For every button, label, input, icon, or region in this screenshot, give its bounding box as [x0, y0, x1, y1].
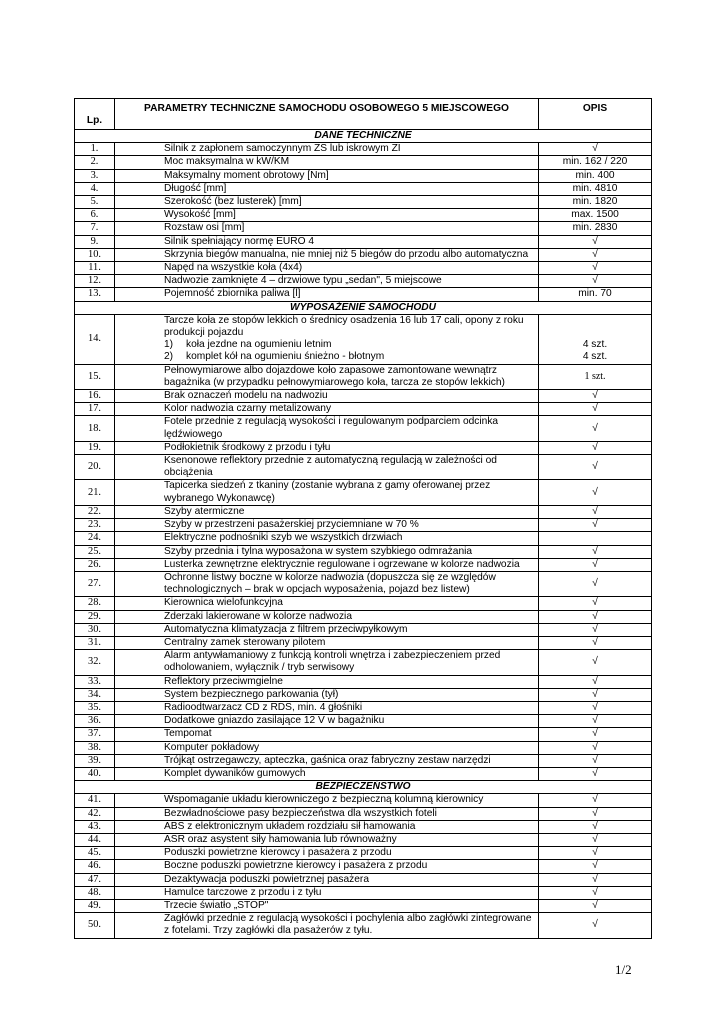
table-row [75, 505, 652, 518]
page-number: 1/2 [615, 962, 632, 977]
row-value-text: √ [592, 899, 598, 911]
table-row [75, 913, 652, 938]
row-value [539, 571, 652, 596]
row-value [539, 741, 652, 754]
row-description: Szyby w przestrzeni pasażerskiej przyciemniane w 70 % [115, 519, 539, 532]
row-number: 32. [75, 650, 115, 675]
row-value-text: √ [592, 461, 598, 473]
row-description: Ochronne listwy boczne w kolorze nadwozia (dopuszcza się ze względów technologicznych – brak w opcjach wyposażenia, pojazd bez listew) [115, 571, 539, 596]
row-value [539, 545, 652, 558]
row-number: 33. [75, 675, 115, 688]
table-row [75, 675, 652, 688]
sub-item [164, 339, 535, 351]
row-value-text: √ [592, 545, 598, 557]
row-number: 5. [75, 196, 115, 209]
row-value [539, 143, 652, 156]
table-row [75, 235, 652, 248]
table-row [75, 222, 652, 235]
header-opis: OPIS [539, 99, 652, 130]
row-value-text: √ [592, 688, 598, 700]
row-description: Bezwładnościowe pasy bezpieczeństwa dla wszystkich foteli [115, 807, 539, 820]
table-row [75, 636, 652, 649]
row-number: 31. [75, 636, 115, 649]
row-value [539, 636, 652, 649]
header-lp: Lp. [75, 99, 115, 130]
row-value-text: √ [592, 262, 598, 274]
row-description: Centralny zamek sterowany pilotem [115, 636, 539, 649]
row-description: Szyby atermiczne [115, 505, 539, 518]
sub-item-value: 4 szt. [582, 351, 608, 363]
row-number: 11. [75, 262, 115, 275]
row-value-text: √ [592, 820, 598, 832]
row-value-text: √ [592, 441, 598, 453]
row-value-text: max. 1500 [571, 209, 619, 221]
table-row [75, 860, 652, 873]
row-description: Komputer pokładowy [115, 741, 539, 754]
row-number: 6. [75, 209, 115, 222]
table-row [75, 288, 652, 301]
row-number: 17. [75, 403, 115, 416]
table-body [75, 130, 652, 939]
row-value-text: √ [592, 390, 598, 402]
row-number: 3. [75, 169, 115, 182]
row-value [539, 860, 652, 873]
row-number: 27. [75, 571, 115, 596]
row-value-text: √ [592, 886, 598, 898]
table-row [75, 886, 652, 899]
row-value [539, 182, 652, 195]
sub-item-value: 4 szt. [582, 339, 608, 351]
row-number: 36. [75, 715, 115, 728]
table-row [75, 571, 652, 596]
row-description: Hamulce tarczowe z przodu i z tyłu [115, 886, 539, 899]
row-value [539, 715, 652, 728]
table-row [75, 314, 652, 364]
row-description: ABS z elektronicznym układem rozdziału sił hamowania [115, 820, 539, 833]
row-number: 21. [75, 480, 115, 505]
row-description: Podłokietnik środkowy z przodu i tyłu [115, 441, 539, 454]
sub-item-number: 1) [164, 339, 174, 351]
row-value [539, 235, 652, 248]
table-row [75, 209, 652, 222]
row-number: 46. [75, 860, 115, 873]
table-row [75, 558, 652, 571]
row-number: 14. [75, 314, 115, 364]
row-number: 22. [75, 505, 115, 518]
table-row [75, 262, 652, 275]
table-row [75, 807, 652, 820]
row-description: Zderzaki lakierowane w kolorze nadwozia [115, 610, 539, 623]
row-value-text: √ [592, 833, 598, 845]
table-row [75, 754, 652, 767]
row-value-text: √ [592, 403, 598, 415]
row-description: Lusterka zewnętrzne elektrycznie regulowane i ogrzewane w kolorze nadwozia [115, 558, 539, 571]
row-description: Poduszki powietrzne kierowcy i pasażera z przodu [115, 847, 539, 860]
row-value [539, 222, 652, 235]
row-value [539, 196, 652, 209]
row-value [539, 288, 652, 301]
row-value-text: min. 1820 [572, 196, 618, 208]
row-value [539, 847, 652, 860]
row-description: Dezaktywacja poduszki powietrznej pasażera [115, 873, 539, 886]
row-value [539, 610, 652, 623]
row-description: Moc maksymalna w kW/KM [115, 156, 539, 169]
row-description-main: Tarcze koła ze stopów lekkich o średnicy osadzenia 16 lub 17 cali, opony z roku produkcji pojazdu [164, 314, 524, 339]
row-value-text: √ [592, 741, 598, 753]
row-description: Pełnowymiarowe albo dojazdowe koło zapasowe zamontowane wewnątrz bagażnika (w przypadku pełnowymiarowego koła, tarcza ze stopów lekkich) [115, 364, 539, 389]
row-value-text: 1 szt. [584, 370, 606, 382]
row-value-text: √ [592, 715, 598, 727]
row-value-text: √ [592, 807, 598, 819]
table-row [75, 143, 652, 156]
row-number: 40. [75, 767, 115, 780]
row-number: 7. [75, 222, 115, 235]
sub-item-number: 2) [164, 351, 174, 363]
row-value-text: min. 4810 [572, 182, 618, 194]
row-description: Boczne poduszki powietrzne kierowcy i pasażera z przodu [115, 860, 539, 873]
row-number: 47. [75, 873, 115, 886]
row-number: 43. [75, 820, 115, 833]
table-row [75, 597, 652, 610]
row-value [539, 519, 652, 532]
table-row [75, 833, 652, 846]
row-description: Reflektory przeciwmgielne [115, 675, 539, 688]
sub-item-text: komplet kół na ogumieniu śnieżno - błotnym [186, 351, 385, 363]
row-number: 1. [75, 143, 115, 156]
row-description: Silnik spełniający normę EURO 4 [115, 235, 539, 248]
table-row [75, 899, 652, 912]
row-value-text: √ [592, 847, 598, 859]
row-value-text: √ [592, 143, 598, 155]
row-number: 20. [75, 455, 115, 480]
row-description: Ksenonowe reflektory przednie z automatyczną regulacją w zależności od obciążenia [115, 455, 539, 480]
row-number: 9. [75, 235, 115, 248]
row-value [539, 873, 652, 886]
row-description: Skrzynia biegów manualna, nie mniej niż 5 biegów do przodu albo automatyczna [115, 248, 539, 261]
table-row [75, 767, 652, 780]
row-value-text: √ [592, 919, 598, 931]
row-value [539, 262, 652, 275]
sub-item-text: koła jezdne na ogumieniu letnim [186, 339, 332, 351]
row-value-text: min. 70 [578, 288, 612, 300]
row-value [539, 390, 652, 403]
row-number: 26. [75, 558, 115, 571]
table-row [75, 364, 652, 389]
row-number: 15. [75, 364, 115, 389]
row-value [539, 156, 652, 169]
row-number: 2. [75, 156, 115, 169]
row-description: Tempomat [115, 728, 539, 741]
row-description: Nadwozie zamknięte 4 – drzwiowe typu „sedan", 5 miejscowe [115, 275, 539, 288]
row-value-text: √ [592, 623, 598, 635]
row-value-text: √ [592, 675, 598, 687]
row-description: Kolor nadwozia czarny metalizowany [115, 403, 539, 416]
row-number: 25. [75, 545, 115, 558]
table-row [75, 532, 652, 545]
row-value [539, 403, 652, 416]
table-row [75, 545, 652, 558]
row-description: Brak oznaczeń modelu na nadwoziu [115, 390, 539, 403]
row-value [539, 833, 652, 846]
row-value-text: √ [592, 558, 598, 570]
table-row [75, 455, 652, 480]
row-number: 44. [75, 833, 115, 846]
row-description: Dodatkowe gniazdo zasilające 12 V w bagażniku [115, 715, 539, 728]
row-value [539, 275, 652, 288]
row-description [115, 314, 539, 364]
section-title: BEZPIECZEŃSTWO [75, 781, 652, 794]
section-row [75, 301, 652, 314]
table-row [75, 741, 652, 754]
table-row [75, 519, 652, 532]
row-value-text: √ [592, 486, 598, 498]
table-row [75, 480, 652, 505]
row-number: 48. [75, 886, 115, 899]
table-row [75, 169, 652, 182]
row-value [539, 455, 652, 480]
row-value-text: √ [592, 597, 598, 609]
row-value [539, 416, 652, 441]
table-row [75, 196, 652, 209]
row-value [539, 480, 652, 505]
row-number: 24. [75, 532, 115, 545]
row-description: Szerokość (bez lusterek) [mm] [115, 196, 539, 209]
row-number: 18. [75, 416, 115, 441]
table-row [75, 403, 652, 416]
row-value [539, 899, 652, 912]
row-description: Szyby przednia i tylna wyposażona w system szybkiego odmrażania [115, 545, 539, 558]
row-number: 28. [75, 597, 115, 610]
row-description: Zagłówki przednie z regulacją wysokości i pochylenia albo zagłówki zintegrowane z fotelami. Trzy zagłówki dla pasażerów z tyłu. [115, 913, 539, 938]
row-number: 29. [75, 610, 115, 623]
row-description: Tapicerka siedzeń z tkaniny (zostanie wybrana z gamy oferowanej przez wybranego Wykonawcę) [115, 480, 539, 505]
row-value-text: √ [592, 248, 598, 260]
section-row [75, 781, 652, 794]
row-value-text: √ [592, 728, 598, 740]
row-value-text: √ [592, 505, 598, 517]
row-number: 16. [75, 390, 115, 403]
row-value [539, 913, 652, 938]
row-description: Maksymalny moment obrotowy [Nm] [115, 169, 539, 182]
row-description: Silnik z zapłonem samoczynnym ZS lub iskrowym ZI [115, 143, 539, 156]
row-value [539, 650, 652, 675]
row-value [539, 701, 652, 714]
row-value-text: √ [592, 610, 598, 622]
row-value [539, 597, 652, 610]
row-description: Komplet dywaników gumowych [115, 767, 539, 780]
row-value [539, 314, 652, 364]
row-value-text: √ [592, 767, 598, 779]
specification-table [74, 98, 652, 939]
row-value-text: min. 400 [575, 169, 615, 181]
row-description: Długość [mm] [115, 182, 539, 195]
table-row [75, 847, 652, 860]
row-value [539, 728, 652, 741]
row-description: Pojemność zbiornika paliwa [l] [115, 288, 539, 301]
row-number: 34. [75, 688, 115, 701]
row-value-text: √ [592, 701, 598, 713]
table-row [75, 275, 652, 288]
row-value-text: √ [592, 754, 598, 766]
table-row [75, 688, 652, 701]
row-description: Rozstaw osi [mm] [115, 222, 539, 235]
table-row [75, 416, 652, 441]
row-description: Wspomaganie układu kierowniczego z bezpieczną kolumną kierownicy [115, 794, 539, 807]
row-number: 37. [75, 728, 115, 741]
table-row [75, 390, 652, 403]
section-title: WYPOSAŻENIE SAMOCHODU [75, 301, 652, 314]
row-value-text: √ [592, 860, 598, 872]
row-value [539, 675, 652, 688]
table-row [75, 610, 652, 623]
row-description: ASR oraz asystent siły hamowania lub równoważny [115, 833, 539, 846]
row-value [539, 767, 652, 780]
row-description: Automatyczna klimatyzacja z filtrem przeciwpyłkowym [115, 623, 539, 636]
row-description: Alarm antywłamaniowy z funkcją kontroli wnętrza i zabezpieczeniem przed odholowaniem, wyłącznik / tryb serwisowy [115, 650, 539, 675]
row-description: System bezpiecznego parkowania (tył) [115, 688, 539, 701]
table-row [75, 156, 652, 169]
row-number: 23. [75, 519, 115, 532]
table-row [75, 701, 652, 714]
row-value [539, 807, 652, 820]
row-number: 39. [75, 754, 115, 767]
row-value-text: √ [592, 656, 598, 668]
row-value [539, 169, 652, 182]
row-description: Elektryczne podnośniki szyb we wszystkich drzwiach [115, 532, 539, 545]
row-description: Radioodtwarzacz CD z RDS, min. 4 głośniki [115, 701, 539, 714]
row-value [539, 209, 652, 222]
row-number: 10. [75, 248, 115, 261]
row-value-text: √ [592, 873, 598, 885]
header-parameters: PARAMETRY TECHNICZNE SAMOCHODU OSOBOWEGO 5 MIEJSCOWEGO [115, 99, 539, 130]
row-value-text: √ [592, 519, 598, 531]
row-value-text: √ [592, 235, 598, 247]
row-value [539, 886, 652, 899]
row-number: 50. [75, 913, 115, 938]
row-number: 49. [75, 899, 115, 912]
row-number: 19. [75, 441, 115, 454]
row-number: 4. [75, 182, 115, 195]
row-number: 38. [75, 741, 115, 754]
table-row [75, 182, 652, 195]
table-row [75, 650, 652, 675]
row-description: Trójkąt ostrzegawczy, apteczka, gaśnica oraz fabryczny zestaw narzędzi [115, 754, 539, 767]
table-row [75, 873, 652, 886]
table-row [75, 248, 652, 261]
sub-item [164, 351, 535, 363]
row-value [539, 505, 652, 518]
table-row [75, 715, 652, 728]
row-value [539, 754, 652, 767]
row-value [539, 532, 652, 545]
row-description: Wysokość [mm] [115, 209, 539, 222]
row-description: Napęd na wszystkie koła (4x4) [115, 262, 539, 275]
row-description: Trzecie światło „STOP" [115, 899, 539, 912]
table-row [75, 794, 652, 807]
row-value-text: min. 2830 [572, 222, 618, 234]
row-value-text: √ [592, 794, 598, 806]
row-value-text: min. 162 / 220 [562, 156, 628, 168]
row-value [539, 688, 652, 701]
table-row [75, 623, 652, 636]
table-row [75, 728, 652, 741]
row-value-text: √ [592, 636, 598, 648]
row-value [539, 364, 652, 389]
row-value-text: √ [592, 422, 598, 434]
row-number: 30. [75, 623, 115, 636]
table-row [75, 820, 652, 833]
row-value [539, 623, 652, 636]
row-number: 35. [75, 701, 115, 714]
section-title: DANE TECHNICZNE [75, 130, 652, 143]
row-number: 12. [75, 275, 115, 288]
row-value [539, 820, 652, 833]
row-description: Kierownica wielofunkcyjna [115, 597, 539, 610]
row-number: 42. [75, 807, 115, 820]
row-value-text: √ [592, 578, 598, 589]
row-description: Fotele przednie z regulacją wysokości i regulowanym podparciem odcinka lędźwiowego [115, 416, 539, 441]
row-number: 13. [75, 288, 115, 301]
row-value-text: √ [592, 275, 598, 287]
row-value [539, 558, 652, 571]
section-row [75, 130, 652, 143]
row-number: 41. [75, 794, 115, 807]
row-value [539, 248, 652, 261]
table-row [75, 441, 652, 454]
table-header-row [75, 99, 652, 130]
row-value [539, 794, 652, 807]
row-number: 45. [75, 847, 115, 860]
row-value [539, 441, 652, 454]
